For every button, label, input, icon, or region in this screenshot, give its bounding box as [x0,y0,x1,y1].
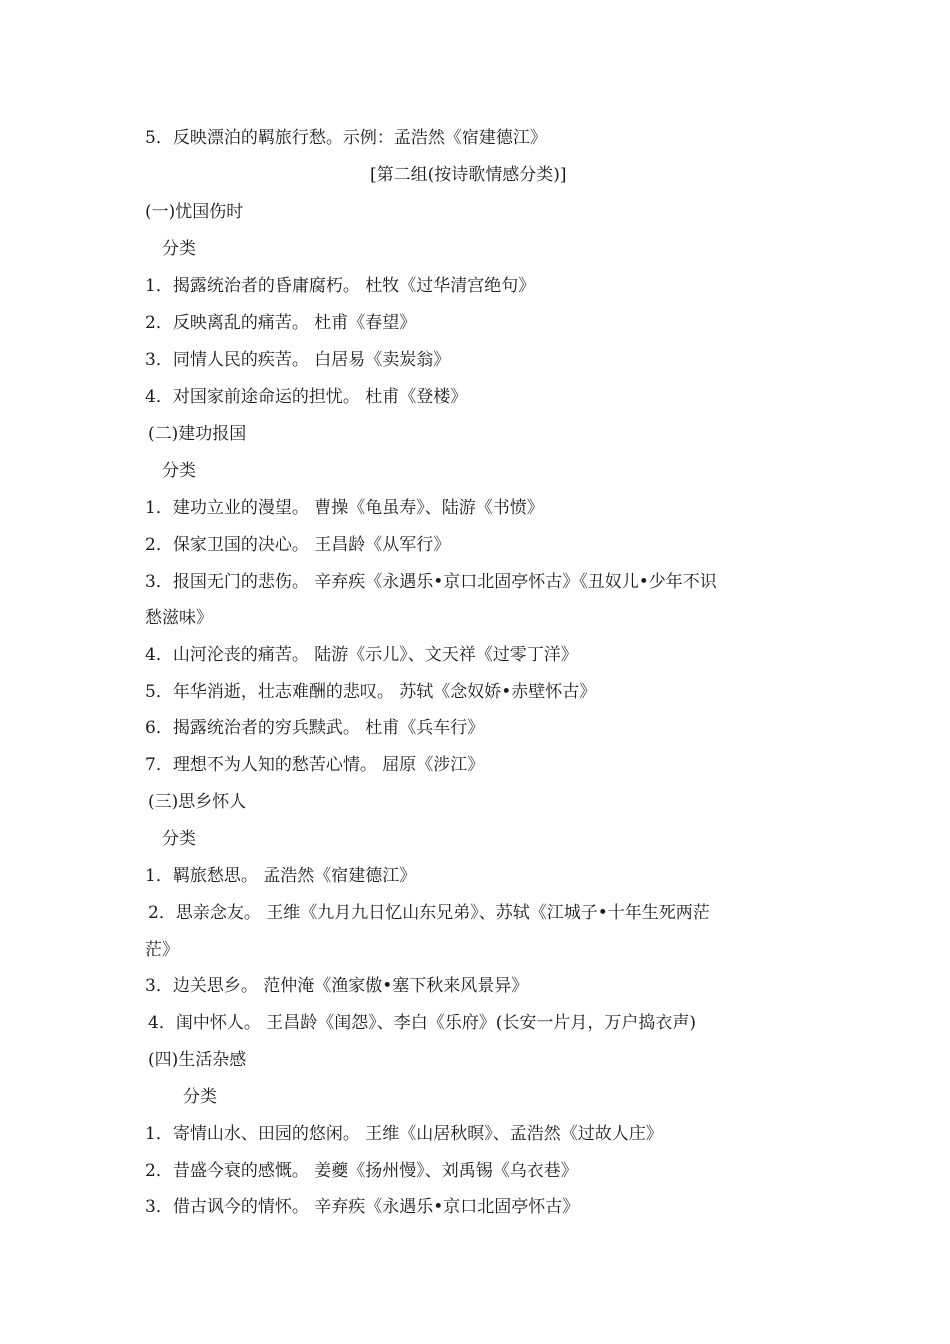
list-item: 7．理想不为人知的愁苦心情。 屈原《涉江》 [145,755,485,775]
list-item-continuation: 茫》 [145,940,179,960]
list-item: 2．保家卫国的决心。 王昌龄《从军行》 [145,535,451,555]
subheading: 分类 [183,1087,217,1107]
list-item: 2．昔盛今衰的感慨。 姜夔《扬州慢》、刘禹锡《乌衣巷》 [145,1161,578,1181]
list-item: 1．羁旅愁思。 孟浩然《宿建德江》 [145,866,417,886]
subheading: 分类 [162,461,196,481]
list-item: 1．建功立业的漫望。 曹操《龟虽寿》、陆游《书愤》 [145,498,544,518]
category-heading: (二)建功报国 [148,424,247,444]
category-heading: (三)思乡怀人 [148,792,247,812]
text-line: 5．反映漂泊的羁旅行愁。示例：孟浩然《宿建德江》 [145,128,547,148]
category-heading: (一)忧国伤时 [145,202,244,222]
list-item: 4．闺中怀人。 王昌龄《闺怨》、李白《乐府》(长安一片月，万户捣衣声) [148,1013,696,1033]
list-item: 4．山河沦丧的痛苦。 陆游《示儿》、文天祥《过零丁洋》 [145,645,578,665]
list-item: 1．寄情山水、田园的悠闲。 王维《山居秋暝》、孟浩然《过故人庄》 [145,1124,663,1144]
list-item: 1．揭露统治者的昏庸腐朽。 杜牧《过华清宫绝句》 [145,276,536,296]
list-item: 2．思亲念友。 王维《九月九日忆山东兄弟》、苏轼《江城子•十年生死两茫 [148,903,710,923]
subheading: 分类 [162,829,196,849]
list-item: 3．报国无门的悲伤。 辛弃疾《永遇乐•京口北固亭怀古》《丑奴儿•少年不识 [145,572,717,592]
list-item-continuation: 愁滋味》 [145,608,213,628]
section-heading: [第二组(按诗歌情感分类)] [370,165,567,185]
list-item: 5．年华消逝，壮志难酬的悲叹。 苏轼《念奴娇•赤壁怀古》 [145,682,597,702]
list-item: 4．对国家前途命运的担忧。 杜甫《登楼》 [145,387,468,407]
category-heading: (四)生活杂感 [148,1050,247,1070]
list-item: 6．揭露统治者的穷兵黩武。 杜甫《兵车行》 [145,718,485,738]
list-item: 3．同情人民的疾苦。 白居易《卖炭翁》 [145,350,451,370]
list-item: 2．反映离乱的痛苦。 杜甫《春望》 [145,313,417,333]
list-item: 3．边关思乡。 范仲淹《渔家傲•塞下秋来风景异》 [145,976,529,996]
list-item: 3．借古讽今的情怀。 辛弃疾《永遇乐•京口北固亭怀古》 [145,1197,580,1217]
subheading: 分类 [162,239,196,259]
